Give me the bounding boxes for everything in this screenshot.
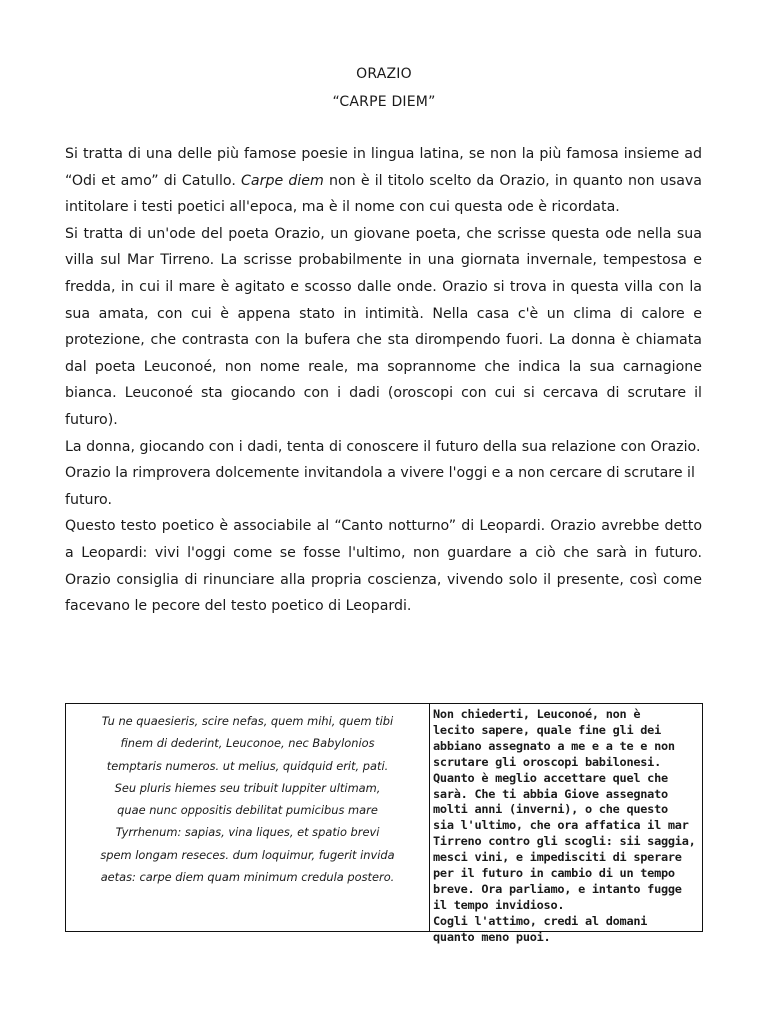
document-subtitle: “CARPE DIEM” — [332, 94, 436, 110]
italian-translation-line: molti anni (inverni), o che questo — [433, 802, 668, 817]
paragraph-leopardi: Questo testo poetico è associabile al “Canto notturno” di Leopardi. Orazio avrebbe detto a Leopardi: vivi l'oggi come se fosse l'ultimo, non guardare a ciò che sarà in futuro. Orazio consiglia di rinunciare alla propria coscienza, vivendo solo il presente, così come facevano le pecore del testo poetico di Leopardi. — [65, 518, 702, 615]
italian-translation-line: breve. Ora parliamo, e intanto fugge — [433, 881, 682, 896]
latin-text-column — [66, 704, 430, 931]
italian-translation-line: Quanto è meglio accettare quel che — [433, 770, 668, 785]
italian-translation-line: scrutare gli oroscopi babilonesi. — [433, 754, 661, 769]
latin-verse-line: quae nunc oppositis debilitat pumicibus mare — [117, 803, 378, 818]
poem-table — [65, 703, 703, 944]
paragraph-dice: La donna, giocando con i dadi, tenta di conoscere il futuro della sua relazione con Orazio. — [65, 438, 701, 455]
latin-verse-line: Seu pluris hiemes seu tribuit Iuppiter ultimam, — [114, 780, 381, 795]
latin-verse-line: temptaris numeros. ut melius, quidquid erit, pati. — [106, 758, 389, 773]
italian-translation-line: quanto meno puoi. — [433, 929, 551, 944]
italian-translation-column — [430, 704, 702, 944]
latin-verse-line: spem longam reseces. dum loquimur, fugerit invida — [100, 847, 395, 862]
italian-translation-line: sarà. Che ti abbia Giove assegnato — [433, 786, 668, 801]
paragraph-intro — [65, 141, 702, 221]
italian-translation-line: abbiano assegnato a me e a te e non — [433, 738, 675, 753]
paragraph-intro-text-start: Si tratta di una delle più famose poesie in lingua latina, se non la più famosa insieme ad “Odi et amo” di Catullo. — [65, 146, 702, 189]
italian-translation-line: lecito sapere, quale fine gli dei — [433, 722, 661, 737]
paragraph-reproach: Orazio la rimprovera dolcemente invitandola a vivere l'oggi e a non cercare di scrutare il futuro. — [65, 465, 695, 508]
italian-translation-line: mesci vini, e impedisciti di sperare — [433, 850, 682, 865]
document-title: ORAZIO — [356, 66, 412, 82]
paragraph-context: Si tratta di un'ode del poeta Orazio, un giovane poeta, che scrisse questa ode nella sua villa sul Mar Tirreno. La scrisse probabilmente in una giornata invernale, tempestosa e fredda, in cui il mare è agitato e scosso dalle onde. Orazio si trova in questa villa con la sua amata, con cui è appena stato in intimità. Nella casa c'è un clima di calore e protezione, che contrasta con la bufera che sta dirompendo fuori. La donna è chiamata dal poeta Leuconoé, non nome reale, ma soprannome che indica la sua carnagione bianca. Leuconoé sta giocando con i dadi (oroscopi con cui si cercava di scrutare il futuro). — [65, 225, 702, 428]
body-text — [65, 141, 702, 620]
italian-translation-line: il tempo invidioso. — [433, 897, 565, 912]
latin-verse-line: Tu ne quaesieris, scire nefas, quem mihi, quem tibi — [101, 714, 394, 728]
paragraph-intro-text-end: non è il titolo scelto da Orazio, in quanto non usava intitolare i testi poetici all'epoca, ma è il nome con cui questa ode è ricordata. — [65, 172, 702, 216]
italian-translation-line: Tirreno contro gli scogli: sii saggia, — [433, 834, 696, 849]
latin-verse-line: aetas: carpe diem quam minimum credula postero. — [100, 870, 395, 885]
italian-translation-line: sia l'ultimo, che ora affatica il mar — [433, 818, 689, 833]
italian-translation-line: Cogli l'attimo, credi al domani — [433, 913, 648, 928]
italian-translation-line: per il futuro in cambio di un tempo — [433, 866, 675, 881]
italian-translation-line: Non chiederti, Leuconoé, non è — [433, 707, 641, 721]
latin-verse-line: Tyrrhenum: sapias, vina liques, et spatio brevi — [115, 825, 380, 840]
latin-verse-line: finem di dederint, Leuconoe, nec Babylonios — [120, 736, 375, 751]
carpe-diem-emphasis: Carpe diem — [241, 172, 324, 189]
